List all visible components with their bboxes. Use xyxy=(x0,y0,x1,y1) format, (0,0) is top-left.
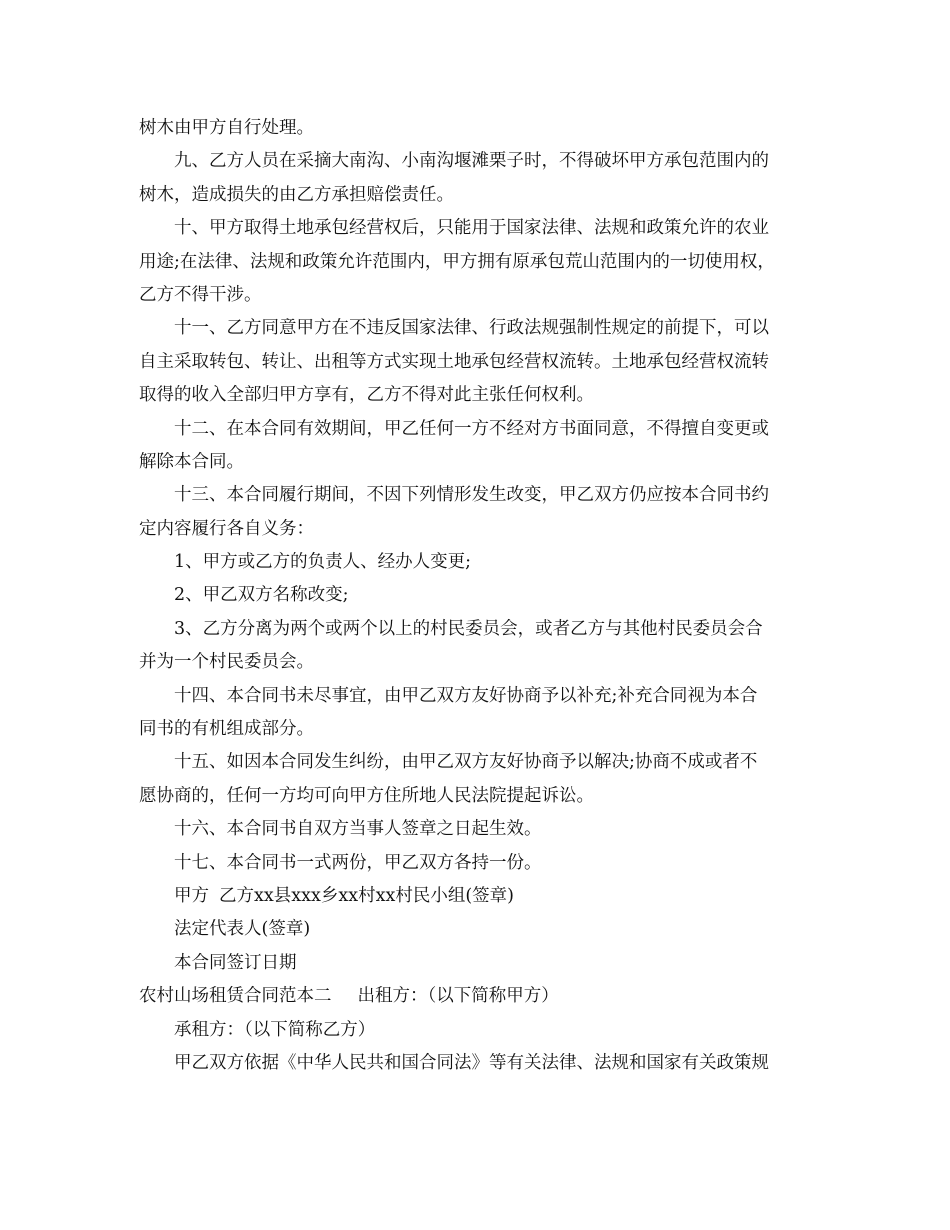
clause-17: 十七、本合同书一式两份，甲乙双方各持一份。 xyxy=(174,852,542,873)
party-b-label: 乙方xx县xxx乡xx村xx村民小组(签章) xyxy=(219,885,514,906)
text-line: 并为一个村民委员会。 xyxy=(139,652,314,673)
text-line: 定内容履行各自义务： xyxy=(139,518,314,539)
sign-date: 本合同签订日期 xyxy=(174,952,297,973)
party-a-label: 甲方 xyxy=(174,885,209,906)
clause-9: 九、乙方人员在采摘大南沟、小南沟堰滩栗子时，不得破坏甲方承包范围内的 xyxy=(174,151,769,172)
intro-line: 甲乙双方依据《中华人民共和国合同法》等有关法律、法规和国家有关政策规 xyxy=(174,1052,769,1073)
list-item: 2、甲乙双方名称改变; xyxy=(174,585,349,606)
contract-body xyxy=(139,112,819,1080)
lessor-line: 出租方：（以下简称甲方） xyxy=(357,986,559,1007)
text-line: 自主采取转包、转让、出租等方式实现土地承包经营权流转。土地承包经营权流转 xyxy=(139,351,769,372)
lessee-line: 承租方：（以下简称乙方） xyxy=(174,1019,376,1040)
clause-14: 十四、本合同书未尽事宜，由甲乙双方友好协商予以补充;补充合同视为本合 xyxy=(174,685,758,706)
sample-two-heading xyxy=(139,980,819,1013)
text-line: 愿协商的，任何一方均可向甲方住所地人民法院提起诉讼。 xyxy=(139,785,594,806)
sample-two-title: 农村山场租赁合同范本二 xyxy=(139,986,332,1007)
text-line: 用途;在法律、法规和政策允许范围内，甲方拥有原承包荒山范围内的一切使用权， xyxy=(139,251,775,272)
clause-12: 十二、在本合同有效期间，甲乙任何一方不经对方书面同意，不得擅自变更或 xyxy=(174,418,769,439)
list-item: 1、甲方或乙方的负责人、经办人变更; xyxy=(174,552,472,573)
text-line: 树木由甲方自行处理。 xyxy=(139,118,314,138)
list-item: 3、乙方分离为两个或两个以上的村民委员会，或者乙方与其他村民委员会合 xyxy=(174,618,763,639)
clause-16: 十六、本合同书自双方当事人签章之日起生效。 xyxy=(174,819,542,840)
text-line: 乙方不得干涉。 xyxy=(139,284,262,305)
clause-15: 十五、如因本合同发生纠纷，由甲乙双方友好协商予以解决;协商不成或者不 xyxy=(174,752,758,773)
text-line: 同书的有机组成部分。 xyxy=(139,719,314,740)
clause-13: 十三、本合同履行期间，不因下列情形发生改变，甲乙双方仍应按本合同书约 xyxy=(174,485,769,506)
legal-representative: 法定代表人(签章) xyxy=(174,919,311,940)
text-line: 取得的收入全部归甲方享有，乙方不得对此主张任何权利。 xyxy=(139,385,594,406)
text-line: 解除本合同。 xyxy=(139,451,244,472)
clause-11: 十一、乙方同意甲方在不违反国家法律、行政法规强制性规定的前提下，可以 xyxy=(174,318,769,339)
clause-10: 十、甲方取得土地承包经营权后，只能用于国家法律、法规和政策允许的农业 xyxy=(174,218,769,239)
signature-parties xyxy=(139,880,819,913)
text-line: 树木，造成损失的由乙方承担赔偿责任。 xyxy=(139,184,454,205)
